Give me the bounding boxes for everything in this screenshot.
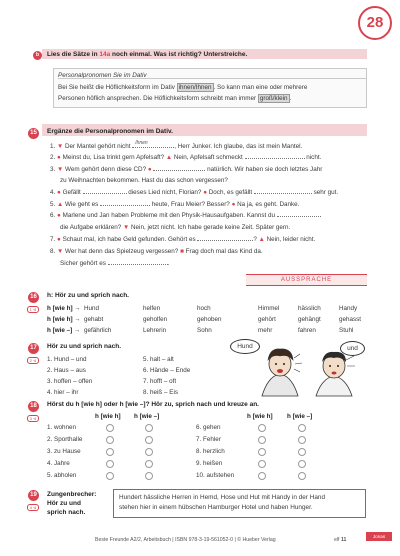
ex17-instruction: Hör zu und sprich nach. [47,343,122,350]
ex18-radio[interactable] [145,424,153,432]
ex16-word: hässlich [298,305,321,312]
ex18-radio[interactable] [258,436,266,444]
ex15-answer-8[interactable] [108,260,168,265]
ex16-word: gehört [258,316,276,323]
ex16-row-2-label: h [wie h] → [47,316,81,323]
ex17-pair: 1. Hund – und [47,356,87,363]
ex18-word: 3. zu Hause [47,448,81,455]
ex15-line-8b: Sicher gehört es . [60,260,170,267]
ex15-answer-2[interactable] [245,154,305,159]
ex18-word: 6. gehen [196,424,221,431]
ex16-word: gehängt [298,316,321,323]
ex16-audio-icon[interactable]: 1 ⊲ [27,306,39,313]
ex19-number: 19 [28,490,39,501]
grammar-box-divider [58,78,366,79]
ex18-radio[interactable] [106,472,114,480]
ex18-col-header-a: h [wie h] [95,413,121,420]
ex18-radio[interactable] [258,472,266,480]
ex19-audio-icon[interactable]: 4 ⊲ [27,504,39,511]
section-b-instruction: Lies die Sätze in 14a noch einmal. Was ist richtig? Unterstreiche. [47,51,248,58]
ex16-word: gehoben [197,316,222,323]
ex16-number: 16 [28,292,39,303]
ex16-row-3-label: h [wie –] → [47,327,81,334]
ex15-answer-3[interactable] [153,166,205,171]
ex17-audio-icon[interactable]: 2 ⊲ [27,357,39,364]
ex15-line-3b: zu Weihnachten bekommen. Hast du das schon vergessen? [60,177,228,184]
ex18-radio[interactable] [106,460,114,468]
ex18-col-header-b: h [wie –] [287,413,313,420]
ex15-answer-6[interactable] [277,212,321,217]
ex17-pair: 8. heiß – Eis [143,389,178,396]
ex18-col-header-b: h [wie –] [134,413,160,420]
ex16-word: Sohn [197,327,212,334]
ex16-word: Himmel [258,305,280,312]
footer-chip: Jonas [366,532,392,541]
ex18-word: 8. herzlich [196,448,225,455]
page-number: elf 11 [334,537,347,543]
ex17-pair: 3. hoffen – offen [47,378,93,385]
ex18-word: 5. abholen [47,472,77,479]
ex18-number: 18 [28,401,39,412]
ex16-word: hoch [197,305,211,312]
ex18-radio[interactable] [145,436,153,444]
ex16-word: Hund [84,305,100,312]
ex16-row-1-label: h [wie h] → [47,305,81,312]
option-gross-klein[interactable]: groß/klein [259,95,288,102]
aussprache-banner: AUSSPRACHE [246,274,367,286]
ex17-pair: 7. hofft – oft [143,378,177,385]
grammar-box-title: Personalpronomen Sie im Dativ [58,72,147,79]
ex15-answer-7[interactable] [197,236,253,241]
ex18-radio[interactable] [145,448,153,456]
ex18-radio[interactable] [145,472,153,480]
ex18-word: 9. heißen [196,460,223,467]
ex17-number: 17 [28,343,39,354]
ex18-radio[interactable] [106,424,114,432]
boys-illustration [248,336,368,398]
ex18-radio[interactable] [298,472,306,480]
ex15-number: 15 [28,128,39,139]
ex18-radio[interactable] [258,424,266,432]
speech-bubble-hund: Hund [230,339,260,354]
ex15-answer-1[interactable]: Ihnen [132,143,174,148]
ex17-pair: 2. Haus – aus [47,367,86,374]
ex15-line-5: 5. ▲ Wie geht es heute, Frau Meier? Besser? ● Na ja, es geht. Danke. [50,201,300,208]
ex17-pair: 5. halt – alt [143,356,174,363]
ex18-radio[interactable] [258,448,266,456]
section-b-marker: b [33,51,42,60]
ex18-word: 4. Jahre [47,460,70,467]
ex18-radio[interactable] [298,448,306,456]
tongue-twister-box: Hundert hässliche Herren in Hemd, Hose und Hut mit Handy in der Hand stehen hier in einem hübschen Hamburger Hotel und haben Hunger. [113,489,366,518]
ex16-instruction: h: Hör zu und sprich nach. [47,292,129,299]
ex18-instruction: Hörst du h [wie h] oder h [wie –]? Hör zu, sprich nach und kreuze an. [47,401,259,408]
ex18-radio[interactable] [258,460,266,468]
option-ihnen[interactable]: ihnen/Ihnen [178,84,212,91]
ex15-line-3: 3. ▼ Wem gehört denn diese CD? ● natürlich. Wir haben sie doch letztes Jahr [50,166,323,173]
ex16-word: Handy [339,305,358,312]
ex18-word: 7. Fehler [196,436,221,443]
ex16-word: gehasst [339,316,362,323]
ex15-line-1: 1. ▼ Der Mantel gehört nicht Ihnen , Herr Junker. Ich glaube, das ist mein Mantel. [50,140,303,150]
ex18-radio[interactable] [298,436,306,444]
ex17-pair: 4. hier – ihr [47,389,79,396]
ex15-line-8: 8. ▼ Wer hat denn das Spielzeug vergessen? ■ Frag doch mal das Kind da. [50,248,263,255]
grammar-box-line1: Bei Sie heißt die Höflichkeitsform im Dativ ihnen/Ihnen . So kann man eine oder mehrere [58,84,308,91]
ex18-radio[interactable] [298,424,306,432]
ex16-word: Stuhl [339,327,354,334]
ex15-answer-5[interactable] [100,201,150,206]
ex18-word: 1. wohnen [47,424,77,431]
ex16-word: fahren [298,327,316,334]
ex15-answer-4a[interactable] [83,189,127,194]
ex16-word: gefährlich [84,327,112,334]
ex15-line-4: 4. ● Gefällt dieses Lied nicht, Florian? ● Doch, es gefällt sehr gut. [50,189,339,196]
ex16-word: helfen [143,305,161,312]
ex16-word: geholfen [143,316,168,323]
ex18-word: 2. Sporthalle [47,436,83,443]
ex15-instruction: Ergänze die Personalpronomen im Dativ. [47,128,173,135]
footer-text: Beste Freunde A2/2, Arbeitsbuch | ISBN 978-3-19-561052-0 | © Hueber Verlag [95,537,276,543]
ex16-word: gehabt [84,316,104,323]
ex18-radio[interactable] [106,448,114,456]
ex15-line-7: 7. ● Schaut mal, ich habe Geld gefunden. Gehört es ? ▲ Nein, leider nicht. [50,236,316,243]
ex17-pair: 6. Hände – Ende [143,367,191,374]
ex16-word: Lehrerin [143,327,167,334]
ex15-answer-4b[interactable] [254,189,312,194]
ex15-line-6b: die Aufgabe erklären? ▼ Nein, jetzt nicht. Ich habe gerade keine Zeit. Später gern. [60,224,291,231]
ex15-line-6: 6. ● Marlene und Jan haben Probleme mit den Physik-Hausaufgaben. Kannst du [50,212,321,219]
ex18-radio[interactable] [298,460,306,468]
ex19-instruction: Zungenbrecher: Hör zu und sprich nach. [47,491,97,516]
ex18-col-header-a: h [wie h] [247,413,273,420]
ex18-radio[interactable] [145,460,153,468]
ex16-word: mehr [258,327,273,334]
ex15-line-2: 2. ● Meinst du, Lisa trinkt gern Apfelsaft? ▲ Nein, Apfelsaft schmeckt nicht. [50,154,322,161]
lesson-number-badge: 28 [358,6,392,40]
speech-bubble-und: und [340,341,365,356]
ex18-radio[interactable] [106,436,114,444]
ex18-audio-icon[interactable]: 3 ⊲ [27,415,39,422]
ex18-word: 10. aufstehen [196,472,235,479]
grammar-box-line2: Personen höflich ansprechen. Die Höflichkeitsform schreibt man immer groß/klein . [58,95,292,102]
